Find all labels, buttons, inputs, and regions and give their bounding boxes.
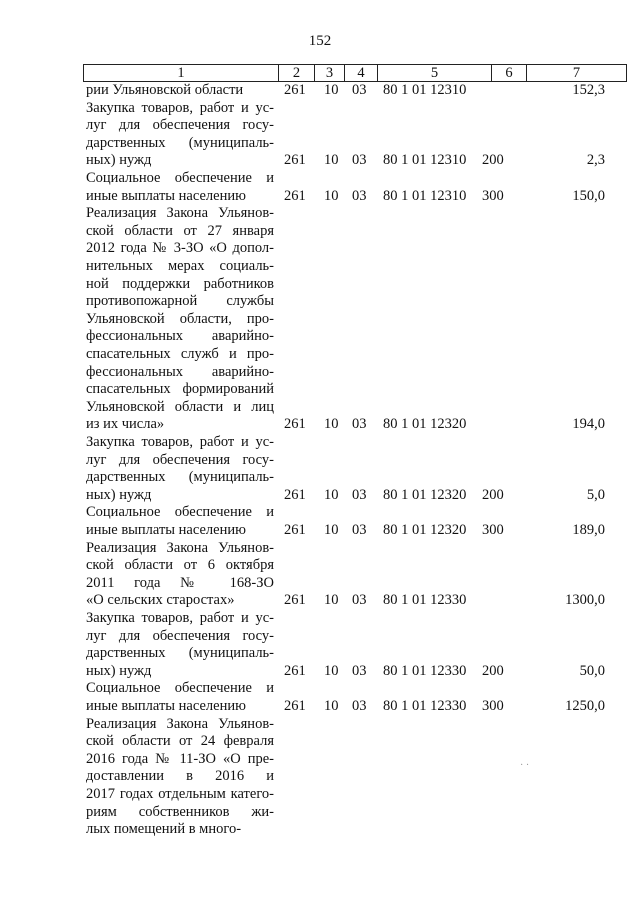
col-7-value: 1250,0 (565, 697, 605, 714)
row-description-line: ных) нужд (86, 152, 152, 169)
col-4-value: 03 (352, 592, 367, 609)
col-4-value: 03 (352, 697, 367, 714)
col-4-value: 03 (352, 416, 367, 433)
col-5-value: 80 1 01 12310 (383, 82, 467, 98)
col-3-value: 10 (324, 592, 339, 609)
header-col-6: 6 (492, 65, 527, 81)
table-row (0, 680, 640, 715)
header-col-5: 5 (378, 65, 492, 81)
col-7-value: 189,0 (572, 521, 605, 538)
row-description-line: ской области от 6 октября (86, 557, 274, 574)
table-row (0, 205, 640, 434)
col-5-value: 80 1 01 12320 (383, 521, 467, 538)
row-description-line: риям собственников жи- (86, 803, 274, 820)
col-2-value: 261 (284, 152, 306, 169)
col-2-value: 261 (284, 82, 306, 98)
header-col-7: 7 (572, 65, 581, 81)
row-description-line: «О сельских старостах» (86, 592, 235, 609)
col-7-value: 50,0 (579, 662, 605, 679)
row-description-line: Закупка товаров, работ и ус- (86, 99, 274, 116)
row-description-line: Социальное обеспечение и (86, 170, 274, 186)
col-5-value: 80 1 01 12330 (383, 697, 467, 714)
col-7-value: 5,0 (586, 486, 605, 503)
col-4-value: 03 (352, 82, 367, 98)
row-description-line: доставлении в 2016 и (86, 768, 274, 785)
row-description-line: луг для обеспечения госу- (86, 627, 274, 644)
row-description-line: ной поддержки работников (86, 275, 274, 292)
row-description-line: 2016 года № 11-ЗО «О пре- (86, 750, 274, 767)
col-2-value: 261 (284, 187, 306, 204)
row-description-line: рии Ульяновской области (86, 82, 244, 98)
row-description-line: луг для обеспечения госу- (86, 451, 274, 468)
row-description-line: спасательных служб и про- (86, 345, 274, 362)
scan-speck: · · (520, 760, 530, 771)
col-7-value: 150,0 (572, 187, 605, 204)
col-3-value: 10 (324, 416, 339, 433)
table-row (0, 716, 640, 839)
row-description-line: Реализация Закона Ульянов- (86, 205, 274, 222)
row-description-line: ской области от 27 января (86, 222, 274, 239)
table-row (0, 82, 640, 100)
row-description-line: иные выплаты населению (86, 521, 246, 538)
col-2-value: 261 (284, 592, 306, 609)
row-description-line: ных) нужд (86, 486, 152, 503)
header-col-3: 3 (315, 65, 345, 81)
row-description-line: 2017 годах отдельным катего- (86, 785, 274, 802)
table-row (0, 100, 640, 170)
row-description-line: ных) нужд (86, 662, 152, 679)
col-6-value: 200 (482, 662, 504, 679)
row-description-line: дарственных (муниципаль- (86, 645, 274, 662)
header-col-4: 4 (345, 65, 378, 81)
row-description-line: иные выплаты населению (86, 697, 246, 714)
row-description-line: из их числа» (86, 416, 165, 433)
col-4-value: 03 (352, 521, 367, 538)
table-row (0, 170, 640, 205)
col-2-value: 261 (284, 521, 306, 538)
col-7-value: 2,3 (586, 152, 605, 169)
table-row (0, 540, 640, 610)
col-7-value: 194,0 (572, 416, 605, 433)
col-4-value: 03 (352, 152, 367, 169)
row-description-line: Ульяновской области и лиц (86, 398, 274, 415)
row-description-line: 2012 года № 3-ЗО «О допол- (86, 240, 274, 257)
row-description-line: Социальное обеспечение и (86, 504, 274, 521)
row-description-line: нительных мерах социаль- (86, 257, 274, 274)
col-5-value: 80 1 01 12330 (383, 662, 467, 679)
row-description-line: дарственных (муниципаль- (86, 134, 274, 151)
col-4-value: 03 (352, 187, 367, 204)
table-row (0, 610, 640, 680)
col-6-value: 300 (482, 521, 504, 538)
col-7-value: 1300,0 (565, 592, 605, 609)
col-6-value: 200 (482, 486, 504, 503)
row-description-line: фессиональных аварийно- (86, 328, 274, 345)
row-description-line: 2011 года № 168-ЗО (86, 574, 274, 591)
col-4-value: 03 (352, 486, 367, 503)
col-3-value: 10 (324, 662, 339, 679)
col-3-value: 10 (324, 82, 339, 98)
col-3-value: 10 (324, 697, 339, 714)
col-6-value: 200 (482, 152, 504, 169)
col-6-value: 300 (482, 697, 504, 714)
col-3-value: 10 (324, 521, 339, 538)
col-7-value: 152,3 (572, 82, 605, 98)
col-5-value: 80 1 01 12320 (383, 486, 467, 503)
row-description-line: дарственных (муниципаль- (86, 469, 274, 486)
header-col-2: 2 (279, 65, 315, 81)
page-number: 152 (308, 33, 332, 49)
row-description-line: Ульяновской области, про- (86, 310, 274, 327)
col-3-value: 10 (324, 152, 339, 169)
row-description-line: Закупка товаров, работ и ус- (86, 610, 274, 626)
row-description-line: спасательных формирований (86, 381, 274, 398)
table-row (0, 504, 640, 539)
col-2-value: 261 (284, 416, 306, 433)
row-description-line: Закупка товаров, работ и ус- (86, 434, 274, 450)
row-description-line: фессиональных аварийно- (86, 363, 274, 380)
col-2-value: 261 (284, 697, 306, 714)
header-col-1: 1 (84, 65, 279, 81)
col-2-value: 261 (284, 662, 306, 679)
col-6-value: 300 (482, 187, 504, 204)
col-5-value: 80 1 01 12330 (383, 592, 467, 609)
table-header-row (83, 64, 627, 82)
col-3-value: 10 (324, 486, 339, 503)
col-2-value: 261 (284, 486, 306, 503)
row-description-line: лых помещений в много- (86, 821, 242, 838)
row-description-line: Реализация Закона Ульянов- (86, 715, 274, 732)
row-description-line: луг для обеспечения госу- (86, 117, 274, 134)
row-description-line: Социальное обеспечение и (86, 680, 274, 697)
col-3-value: 10 (324, 187, 339, 204)
table-row (0, 434, 640, 504)
col-5-value: 80 1 01 12310 (383, 187, 467, 204)
col-5-value: 80 1 01 12320 (383, 416, 467, 433)
col-4-value: 03 (352, 662, 367, 679)
row-description-line: противопожарной службы (86, 293, 274, 310)
row-description-line: иные выплаты населению (86, 187, 246, 204)
row-description-line: ской области от 24 февраля (86, 733, 274, 750)
col-5-value: 80 1 01 12310 (383, 152, 467, 169)
row-description-line: Реализация Закона Ульянов- (86, 539, 274, 556)
